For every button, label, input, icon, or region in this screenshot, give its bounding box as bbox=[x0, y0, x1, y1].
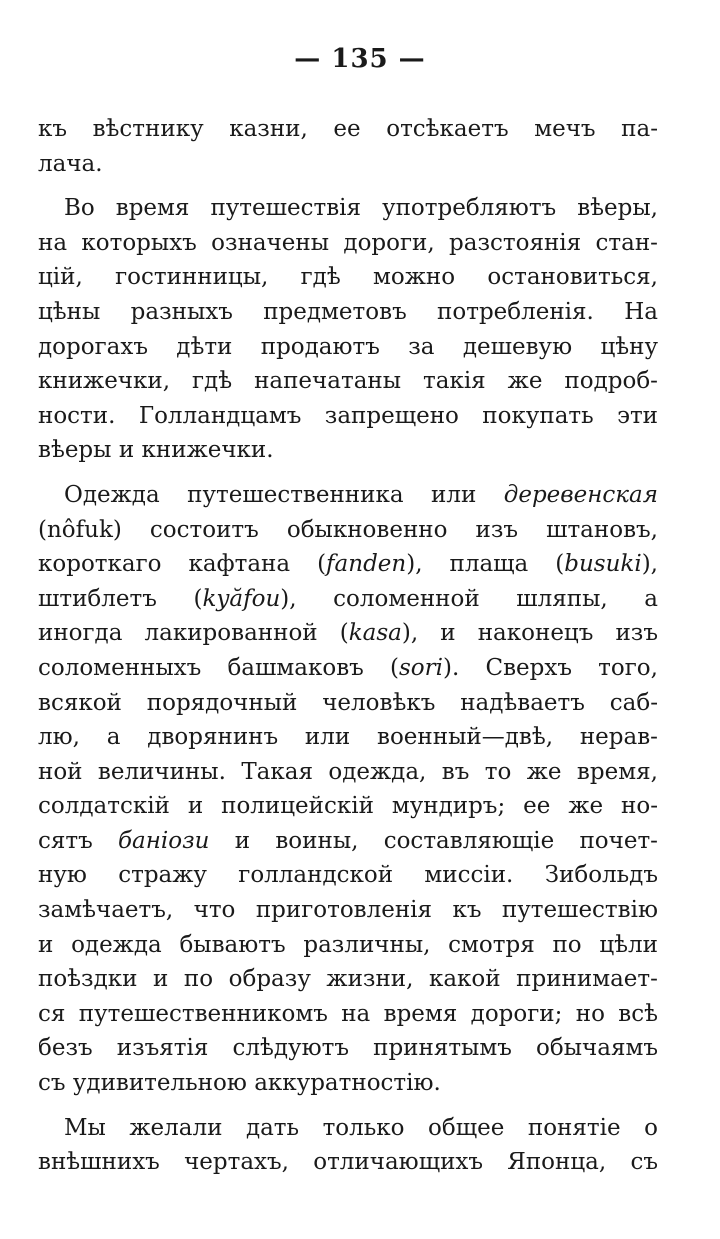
word: дороги; bbox=[470, 1000, 563, 1027]
word: гдѣ bbox=[192, 368, 233, 395]
text-line bbox=[38, 295, 658, 330]
word: дороги, bbox=[343, 229, 435, 256]
word: приготовленія bbox=[255, 897, 433, 924]
word: же bbox=[507, 368, 543, 395]
word: удивительною bbox=[72, 1070, 247, 1097]
word: за bbox=[408, 333, 435, 360]
word: порядочный bbox=[146, 689, 298, 716]
word: наконецъ bbox=[477, 620, 594, 647]
word: разныхъ bbox=[130, 298, 233, 325]
word: на bbox=[38, 229, 68, 256]
word: только bbox=[322, 1114, 405, 1141]
word: бываютъ bbox=[179, 931, 286, 958]
word: надѣваетъ bbox=[460, 689, 585, 716]
word: цій, bbox=[38, 264, 83, 291]
word: лача. bbox=[38, 150, 103, 177]
text-line bbox=[38, 364, 658, 399]
word: и bbox=[187, 793, 204, 820]
word: лю, bbox=[38, 724, 80, 751]
word: (nôfuk) bbox=[38, 516, 122, 543]
word: отсѣкаетъ bbox=[386, 116, 509, 142]
word: Японца, bbox=[507, 1149, 607, 1176]
word: понятіе bbox=[527, 1114, 621, 1141]
word: чертахъ, bbox=[184, 1149, 289, 1176]
word: деревенская bbox=[503, 481, 658, 508]
word: башмаковъ bbox=[227, 654, 364, 681]
word: поѣздки bbox=[38, 966, 138, 993]
text-line bbox=[38, 858, 658, 893]
word: желали bbox=[129, 1114, 223, 1141]
text-line bbox=[38, 191, 658, 226]
word: (busuki), bbox=[555, 551, 658, 578]
word: которыхъ bbox=[81, 229, 197, 256]
word: нерав- bbox=[579, 724, 658, 751]
word: и bbox=[440, 620, 456, 647]
text-line bbox=[38, 789, 658, 824]
word: вѣеры bbox=[38, 437, 112, 464]
word: ной bbox=[38, 758, 83, 785]
word: изъятія bbox=[116, 1035, 209, 1062]
word: миссіи. bbox=[424, 862, 514, 889]
word: иногда bbox=[38, 620, 123, 647]
word: голландской bbox=[238, 862, 394, 889]
text-line bbox=[38, 824, 658, 859]
word: мундиръ; bbox=[391, 793, 506, 820]
paragraph bbox=[38, 478, 658, 1101]
word: на bbox=[341, 1000, 371, 1027]
word: замѣчаетъ, bbox=[38, 897, 174, 924]
word: Сверхъ bbox=[485, 654, 572, 681]
word: внѣшнихъ bbox=[38, 1149, 160, 1176]
word: и bbox=[118, 437, 135, 464]
text-line bbox=[38, 997, 658, 1032]
text-line bbox=[38, 893, 658, 928]
word: Мы bbox=[64, 1114, 106, 1141]
word: На bbox=[624, 298, 658, 325]
word: солдатскій bbox=[38, 793, 170, 820]
word: всѣ bbox=[618, 1000, 658, 1027]
word: по bbox=[552, 931, 582, 958]
word: баніози bbox=[118, 827, 210, 854]
word: одежда, bbox=[328, 758, 427, 785]
text-line bbox=[38, 582, 658, 617]
word: изъ bbox=[615, 620, 658, 647]
text-line bbox=[38, 226, 658, 261]
paragraph bbox=[38, 112, 658, 181]
word: соломенныхъ bbox=[38, 654, 202, 681]
word: а bbox=[106, 724, 121, 751]
word: принимает- bbox=[516, 966, 658, 993]
word: обычаямъ bbox=[536, 1035, 658, 1062]
word: подроб- bbox=[564, 368, 658, 395]
word: же bbox=[526, 758, 562, 785]
word: составляющіе bbox=[383, 827, 555, 854]
page-number: — 135 — bbox=[294, 44, 426, 74]
text-line bbox=[38, 260, 658, 295]
word: съ bbox=[630, 1149, 658, 1176]
body-text bbox=[38, 112, 658, 1180]
word: путешествія bbox=[210, 195, 362, 222]
word: военный—двѣ, bbox=[377, 724, 554, 751]
word: человѣкъ bbox=[322, 689, 436, 716]
word: такія bbox=[423, 368, 486, 395]
text-line bbox=[38, 330, 658, 365]
text-line bbox=[38, 147, 658, 182]
text-line bbox=[38, 478, 658, 513]
word: означены bbox=[211, 229, 330, 256]
text-line bbox=[38, 399, 658, 434]
word: потребленія. bbox=[437, 298, 594, 325]
word: сятъ bbox=[38, 827, 93, 854]
word: гостинницы, bbox=[115, 264, 269, 291]
word: (kasa), bbox=[339, 620, 419, 647]
text-line bbox=[38, 720, 658, 755]
word: же bbox=[568, 793, 604, 820]
word: по bbox=[183, 966, 214, 993]
word: ную bbox=[38, 862, 87, 889]
word: всякой bbox=[38, 689, 122, 716]
word: время bbox=[383, 1000, 458, 1027]
word: жизни, bbox=[326, 966, 414, 993]
text-line bbox=[38, 755, 658, 790]
word: Голландцамъ bbox=[138, 402, 302, 429]
word: ности. bbox=[38, 402, 116, 429]
word: время, bbox=[576, 758, 658, 785]
word: дворянинъ bbox=[147, 724, 279, 751]
word: Такая bbox=[241, 758, 313, 785]
word: безъ bbox=[38, 1035, 93, 1062]
word: къ bbox=[38, 116, 68, 142]
word: того, bbox=[598, 654, 658, 681]
word: или bbox=[304, 724, 351, 751]
paragraph-gap bbox=[38, 1101, 658, 1111]
word: дорогахъ bbox=[38, 333, 148, 360]
text-line bbox=[38, 651, 658, 686]
word: путешественникомъ bbox=[78, 1000, 328, 1027]
word: короткаго bbox=[38, 551, 162, 578]
word: цѣну bbox=[600, 333, 658, 360]
word: цѣны bbox=[38, 298, 101, 325]
text-line bbox=[38, 928, 658, 963]
paragraph bbox=[38, 191, 658, 468]
word: напечатаны bbox=[254, 368, 402, 395]
word: остановиться, bbox=[487, 264, 658, 291]
word: соломенной bbox=[333, 585, 480, 612]
word: и bbox=[153, 966, 169, 993]
word: кафтана bbox=[188, 551, 291, 578]
word: употребляютъ bbox=[382, 195, 557, 222]
word: почет- bbox=[579, 827, 658, 854]
word: изъ bbox=[475, 516, 519, 543]
word: разстоянія bbox=[449, 229, 582, 256]
word: лакированной bbox=[144, 620, 318, 647]
word: Во bbox=[64, 195, 95, 222]
word: штановъ, bbox=[546, 516, 658, 543]
word: образу bbox=[228, 966, 311, 993]
word: воины, bbox=[275, 827, 359, 854]
word: съ bbox=[38, 1070, 66, 1097]
word: но bbox=[575, 1000, 605, 1027]
word: вѣеры, bbox=[577, 195, 658, 222]
word: то bbox=[484, 758, 512, 785]
word: ее bbox=[333, 116, 361, 142]
word: вѣстнику bbox=[92, 116, 204, 142]
text-line bbox=[38, 962, 658, 997]
word: слѣдуютъ bbox=[232, 1035, 349, 1062]
word: казни, bbox=[229, 116, 308, 142]
word: ся bbox=[38, 1000, 66, 1027]
word: штиблетъ bbox=[38, 585, 157, 612]
paragraph-gap bbox=[38, 181, 658, 191]
text-line bbox=[38, 112, 658, 147]
word: (sori). bbox=[390, 654, 460, 681]
paragraph bbox=[38, 1111, 658, 1180]
word: о bbox=[644, 1114, 658, 1141]
word: дешевую bbox=[462, 333, 573, 360]
word: ее bbox=[523, 793, 551, 820]
word: величины. bbox=[97, 758, 226, 785]
word: гдѣ bbox=[300, 264, 341, 291]
word: цѣли bbox=[599, 931, 658, 958]
text-line bbox=[38, 686, 658, 721]
word: а bbox=[644, 585, 658, 612]
word: саб- bbox=[609, 689, 658, 716]
word: мечъ bbox=[534, 116, 596, 142]
paragraph-gap bbox=[38, 468, 658, 478]
word: или bbox=[431, 481, 477, 508]
word: отличающихъ bbox=[313, 1149, 484, 1176]
word: аккуратностію. bbox=[254, 1070, 441, 1097]
text-line bbox=[38, 616, 658, 651]
word: покупать bbox=[482, 402, 594, 429]
word: шляпы, bbox=[516, 585, 608, 612]
word: время bbox=[115, 195, 190, 222]
word: что bbox=[193, 897, 236, 924]
text-line bbox=[38, 1066, 658, 1101]
word: можно bbox=[373, 264, 456, 291]
word: продаютъ bbox=[260, 333, 380, 360]
word: къ bbox=[452, 897, 482, 924]
word: общее bbox=[428, 1114, 505, 1141]
word: дѣти bbox=[176, 333, 233, 360]
word: стан- bbox=[595, 229, 658, 256]
word: книжечки. bbox=[141, 437, 274, 464]
word: но- bbox=[621, 793, 658, 820]
word: эти bbox=[617, 402, 658, 429]
word: книжечки, bbox=[38, 368, 171, 395]
word: дать bbox=[245, 1114, 300, 1141]
word: смотря bbox=[448, 931, 535, 958]
word: одежда bbox=[71, 931, 162, 958]
text-line bbox=[38, 513, 658, 548]
text-line bbox=[38, 1145, 658, 1180]
word: полицейскій bbox=[221, 793, 374, 820]
word: плаща bbox=[449, 551, 529, 578]
word: (kyăfou), bbox=[193, 585, 297, 612]
text-line bbox=[38, 1111, 658, 1146]
word: путешественника bbox=[187, 481, 404, 508]
word: и bbox=[38, 931, 54, 958]
word: па- bbox=[621, 116, 658, 142]
word: обыкновенно bbox=[286, 516, 448, 543]
word: запрещено bbox=[324, 402, 459, 429]
text-line bbox=[38, 433, 658, 468]
word: путешествію bbox=[501, 897, 658, 924]
text-line bbox=[38, 1031, 658, 1066]
text-line bbox=[38, 547, 658, 582]
word: стражу bbox=[118, 862, 207, 889]
word: Зибольдъ bbox=[544, 862, 658, 889]
word: (fanden), bbox=[317, 551, 423, 578]
word: предметовъ bbox=[263, 298, 407, 325]
word: состоитъ bbox=[149, 516, 259, 543]
word: какой bbox=[428, 966, 501, 993]
word: различны, bbox=[303, 931, 431, 958]
word: Одежда bbox=[64, 481, 160, 508]
word: въ bbox=[441, 758, 470, 785]
word: принятымъ bbox=[373, 1035, 512, 1062]
word: и bbox=[234, 827, 251, 854]
